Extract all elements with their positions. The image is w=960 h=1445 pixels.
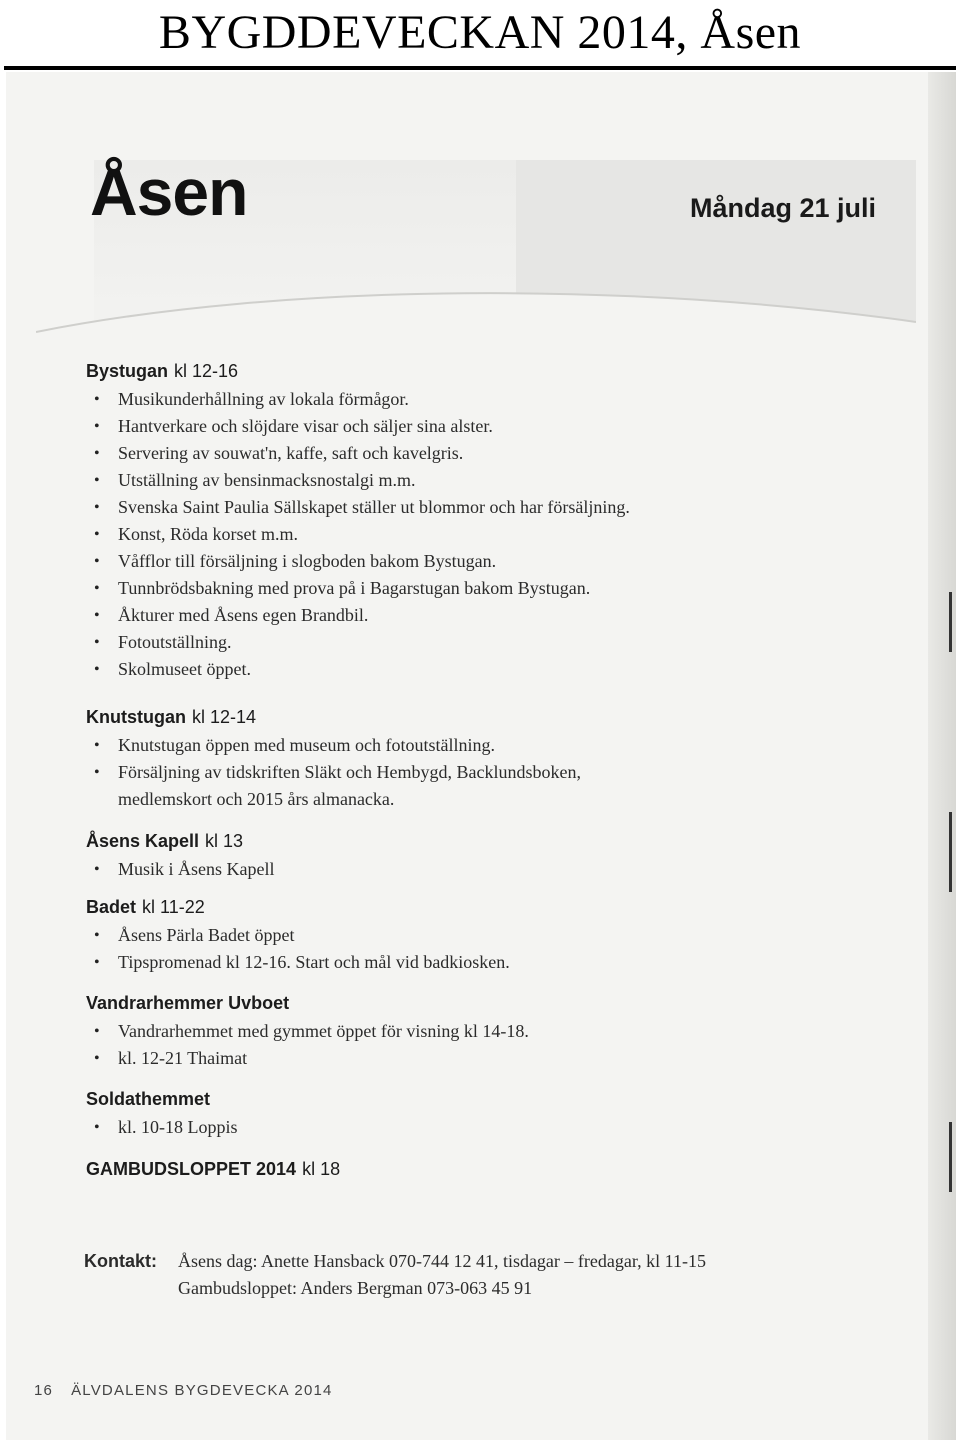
- section-heading: [86, 990, 866, 1016]
- list-item: • Åkturer med Åsens egen Brandbil.: [86, 602, 866, 629]
- document-title: BYGDDEVECKAN 2014, Åsen: [158, 6, 802, 59]
- bullet-icon: •: [94, 526, 100, 543]
- section-time: kl 12-14: [191, 707, 257, 727]
- list-item: • Fotoutställning.: [86, 629, 866, 656]
- list-item: • Hantverkare och slöjdare visar och säljer sina alster.: [86, 413, 866, 440]
- section-knutstugan: [86, 704, 866, 813]
- bullet-icon: •: [94, 661, 100, 678]
- page-footer: [34, 1382, 333, 1399]
- bullet-icon: •: [94, 954, 100, 971]
- publication-name: ÄLVDALENS BYGDEVECKA 2014: [71, 1382, 333, 1399]
- item-list: [86, 732, 866, 813]
- contact-label: Kontakt:: [84, 1251, 157, 1271]
- section-badet: [86, 894, 866, 976]
- section-heading: [86, 358, 866, 384]
- bullet-icon: •: [94, 1050, 100, 1067]
- bullet-icon: •: [94, 580, 100, 597]
- section-soldathemmet: [86, 1086, 866, 1141]
- scan-spine-mark: [949, 1122, 952, 1192]
- bullet-icon: •: [94, 607, 100, 624]
- bullet-icon: •: [94, 1119, 100, 1136]
- program-content: [6, 72, 956, 1440]
- list-item: • Svenska Saint Paulia Sällskapet ställer ut blommor och har försäljning.: [86, 494, 866, 521]
- item-list: [86, 856, 866, 883]
- item-list: [86, 1018, 866, 1072]
- bullet-icon: •: [94, 553, 100, 570]
- list-item-continuation: medlemskort och 2015 års almanacka.: [118, 789, 395, 809]
- section-vandrarhemmer-uvboet: [86, 990, 866, 1072]
- list-item: • Åsens Pärla Badet öppet: [86, 922, 866, 949]
- list-item: • Musik i Åsens Kapell: [86, 856, 866, 883]
- section-heading: [86, 1086, 866, 1112]
- item-list: [86, 1114, 866, 1141]
- list-item: • Försäljning av tidskriften Släkt och Hembygd, Backlundsboken,: [86, 759, 866, 786]
- bullet-icon: •: [94, 861, 100, 878]
- section-name: Åsens Kapell: [86, 831, 200, 851]
- list-item: • kl. 10-18 Loppis: [86, 1114, 866, 1141]
- list-item: • Utställning av bensinmacksnostalgi m.m.: [86, 467, 866, 494]
- section-name: GAMBUDSLOPPET 2014: [86, 1159, 297, 1179]
- page-heading-place: Åsen: [90, 155, 248, 229]
- list-item: • Knutstugan öppen med museum och fotoutställning.: [86, 732, 866, 759]
- list-item: • Tunnbrödsbakning med prova på i Bagarstugan bakom Bystugan.: [86, 575, 866, 602]
- section-name: Soldathemmet: [86, 1089, 211, 1109]
- section-gambudsloppet: [86, 1156, 866, 1182]
- scan-edge-shadow: [928, 72, 956, 1440]
- list-item: • Tipspromenad kl 12-16. Start och mål vid badkiosken.: [86, 949, 866, 976]
- bullet-icon: •: [94, 737, 100, 754]
- section-time: kl 13: [205, 831, 244, 851]
- list-item: • Konst, Röda korset m.m.: [86, 521, 866, 548]
- section-bystugan: [86, 358, 866, 683]
- bullet-icon: •: [94, 1023, 100, 1040]
- bullet-icon: •: [94, 634, 100, 651]
- contact-block: [84, 1248, 864, 1302]
- bullet-icon: •: [94, 391, 100, 408]
- bullet-icon: •: [94, 472, 100, 489]
- contact-line-2: Gambudsloppet: Anders Bergman 073-063 45 91: [178, 1278, 533, 1298]
- section-name: Bystugan: [86, 361, 169, 381]
- bullet-icon: •: [94, 445, 100, 462]
- section-heading: [86, 894, 866, 920]
- section-time: kl 18: [302, 1159, 341, 1179]
- section-name: Vandrarhemmer Uvboet: [86, 993, 290, 1013]
- bullet-icon: •: [94, 764, 100, 781]
- item-list: [86, 386, 866, 683]
- scanned-page: [6, 72, 956, 1440]
- section-name: Badet: [86, 897, 137, 917]
- scan-spine-mark: [949, 592, 952, 652]
- list-item: • Våfflor till försäljning i slogboden bakom Bystugan.: [86, 548, 866, 575]
- scan-spine-mark: [949, 812, 952, 892]
- section-time: kl 11-22: [142, 897, 205, 917]
- section-time: kl 12-16: [174, 361, 239, 381]
- section-heading: [86, 1156, 866, 1182]
- list-item: • Vandrarhemmet med gymmet öppet för visning kl 14-18.: [86, 1018, 866, 1045]
- title-divider: [4, 66, 956, 70]
- section-asens-kapell: [86, 828, 866, 883]
- section-name: Knutstugan: [86, 707, 186, 727]
- page-number: 16: [34, 1382, 54, 1399]
- bullet-icon: •: [94, 418, 100, 435]
- list-item: • Musikunderhållning av lokala förmågor.: [86, 386, 866, 413]
- contact-text: Åsens dag: Anette Hansback 070-744 12 41, tisdagar – fredagar, kl 11-15: [178, 1251, 706, 1271]
- list-item: • Servering av souwat'n, kaffe, saft och kavelgris.: [86, 440, 866, 467]
- contact-line-1: [84, 1248, 864, 1275]
- page-heading-date: Måndag 21 juli: [689, 193, 876, 223]
- list-item: • kl. 12-21 Thaimat: [86, 1045, 866, 1072]
- section-heading: [86, 704, 866, 730]
- item-list: [86, 922, 866, 976]
- list-item: • Skolmuseet öppet.: [86, 656, 866, 683]
- bullet-icon: •: [94, 499, 100, 516]
- section-heading: [86, 828, 866, 854]
- bullet-icon: •: [94, 927, 100, 944]
